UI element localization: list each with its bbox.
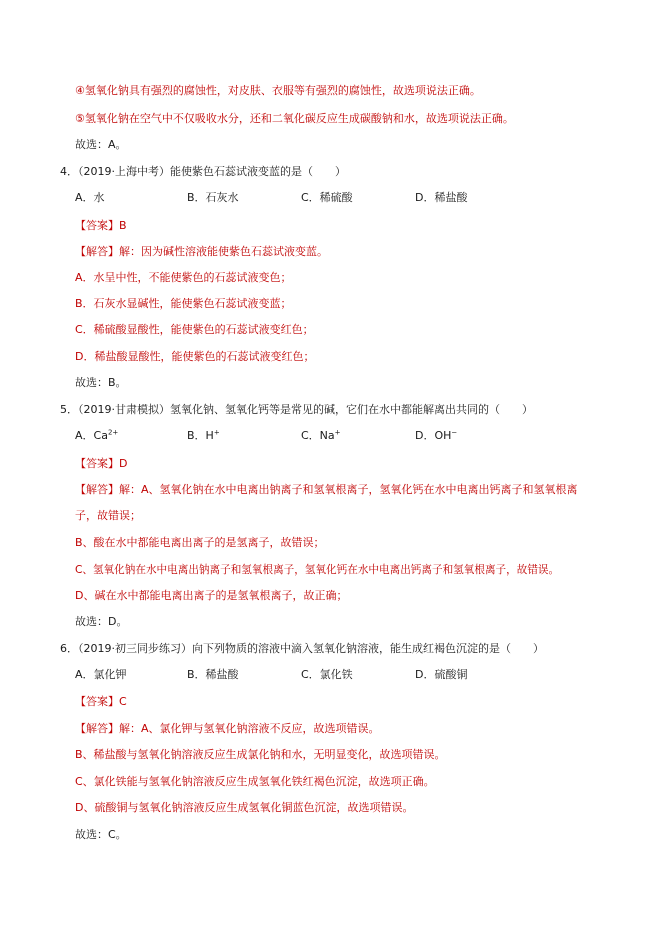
- q5-analysis-line-2: 子，故错误；: [75, 509, 141, 522]
- answer-label: 【答案】: [75, 219, 119, 232]
- solution-choice: 故选：A。: [75, 138, 127, 151]
- q5-choice: 故选：D。: [75, 615, 128, 628]
- q5-option-b: [187, 429, 220, 443]
- option-charge: −: [451, 428, 458, 437]
- question-6-stem: 6．（2019·初三同步练习）向下列物质的溶液中滴入氢氧化钠溶液，能生成红褐色沉淀的是（ ）: [60, 642, 544, 655]
- q4-option-b: B．石灰水: [187, 191, 239, 204]
- option-text: D．OH: [415, 429, 452, 442]
- q4-choice: 故选：B。: [75, 376, 127, 389]
- q6-option-d: D．硫酸铜: [415, 668, 468, 681]
- q4-analysis-line-5: D．稀盐酸显酸性，能使紫色的石蕊试液变红色；: [75, 350, 315, 363]
- answer-value: B: [119, 219, 127, 232]
- q5-analysis-line-4: C、氢氧化钠在水中电离出钠离子和氢氧根离子，氢氧化钙在水中电离出钙离子和氢氧根离子，故错误。: [75, 564, 560, 576]
- question-4-stem: 4．（2019·上海中考）能使紫色石蕊试液变蓝的是（ ）: [60, 165, 346, 178]
- q5-option-c: [301, 429, 341, 443]
- q5-analysis-line-1: [75, 483, 578, 497]
- q6-option-a: A．氯化钾: [75, 668, 127, 681]
- q6-option-b: B．稀盐酸: [187, 668, 239, 681]
- question-5-stem: 5．（2019·甘肃模拟）氢氧化钠、氢氧化钙等是常见的碱，它们在水中都能解离出共同的（ ）: [60, 403, 533, 416]
- q5-analysis-line-3: B、酸在水中都能电离出离子的是氢离子，故错误；: [75, 536, 325, 549]
- q6-answer: [75, 695, 127, 709]
- q4-option-d: D．稀盐酸: [415, 191, 468, 204]
- q4-analysis-line-2: A．水呈中性，不能使紫色的石蕊试液变色；: [75, 271, 292, 284]
- solution-line-5: ⑤氢氧化钠在空气中不仅吸收水分，还和二氧化碳反应生成碳酸钠和水，故选项说法正确。: [75, 112, 514, 125]
- q5-option-d: [415, 429, 457, 443]
- q6-analysis-line-3: C、氯化铁能与氢氧化钠溶液反应生成氢氧化铁红褐色沉淀，故选项正确。: [75, 775, 435, 788]
- solution-line-4: ④氢氧化钠具有强烈的腐蚀性，对皮肤、衣服等有强烈的腐蚀性，故选项说法正确。: [75, 84, 481, 97]
- q4-option-c: C．稀硫酸: [301, 191, 353, 204]
- q6-analysis-line-1: [75, 722, 380, 736]
- analysis-text: 解：A、氢氧化钠在水中电离出钠离子和氢氧根离子，氢氧化钙在水中电离出钙离子和氢氧根离: [119, 483, 578, 496]
- option-text: C．Na: [301, 429, 335, 442]
- q5-option-a: [75, 429, 118, 443]
- answer-value: C: [119, 695, 127, 708]
- q6-choice: 故选：C。: [75, 828, 127, 841]
- q4-option-a: A．水: [75, 191, 105, 204]
- q6-option-c: C．氯化铁: [301, 668, 353, 681]
- q5-answer: [75, 457, 127, 471]
- analysis-label: 【解答】: [75, 722, 119, 735]
- q4-analysis-line-3: B．石灰水显碱性，能使紫色石蕊试液变蓝；: [75, 297, 292, 310]
- analysis-label: 【解答】: [75, 245, 119, 258]
- q6-analysis-line-2: B、稀盐酸与氢氧化钠溶液反应生成氯化钠和水，无明显变化，故选项错误。: [75, 748, 446, 761]
- q4-analysis-line-1: [75, 245, 328, 259]
- answer-value: D: [119, 457, 128, 470]
- option-text: B．H: [187, 429, 214, 442]
- option-text: A．Ca: [75, 429, 108, 442]
- q4-analysis-line-4: C．稀硫酸显酸性，能使紫色的石蕊试液变红色；: [75, 323, 314, 336]
- option-charge: +: [213, 428, 220, 437]
- analysis-text: 解：A、氯化钾与氢氧化钠溶液不反应，故选项错误。: [119, 722, 380, 735]
- analysis-text: 解：因为碱性溶液能使紫色石蕊试液变蓝。: [119, 245, 328, 258]
- q6-analysis-line-4: D、硫酸铜与氢氧化钠溶液反应生成氢氧化铜蓝色沉淀，故选项错误。: [75, 801, 414, 814]
- q4-answer: [75, 219, 127, 233]
- analysis-label: 【解答】: [75, 483, 119, 496]
- answer-label: 【答案】: [75, 457, 119, 470]
- option-charge: 2+: [107, 428, 119, 437]
- q5-analysis-line-5: D、碱在水中都能电离出离子的是氢氧根离子，故正确；: [75, 589, 348, 602]
- answer-label: 【答案】: [75, 695, 119, 708]
- option-charge: +: [334, 428, 341, 437]
